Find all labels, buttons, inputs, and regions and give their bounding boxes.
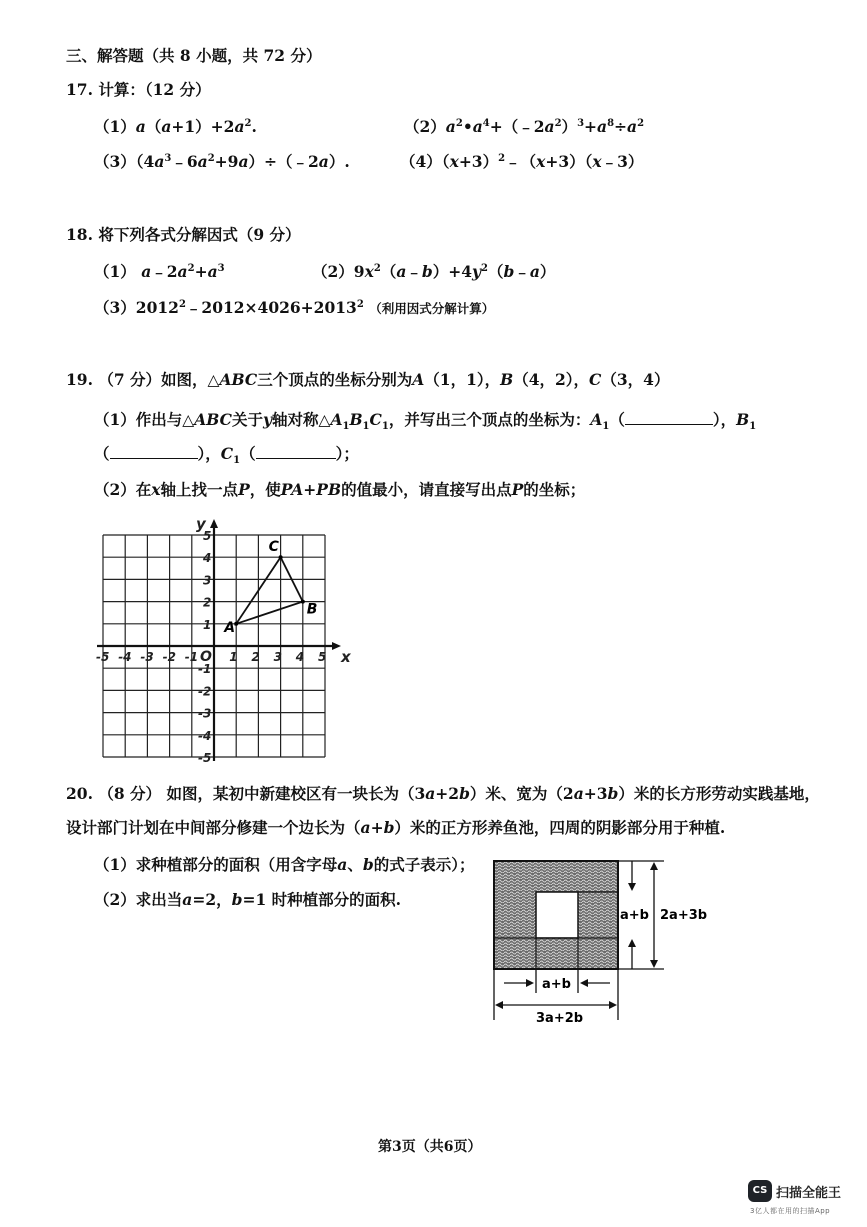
vertex-point <box>279 555 283 559</box>
q18-part1: （1） $a﹣2a^2+a^3$ <box>94 262 225 281</box>
vertex-label-a: A <box>224 619 236 636</box>
arrow-icon <box>628 883 636 891</box>
q17-part3: $(3)(4a^3﹣6a^2+9a)\div(﹣2a)$. <box>94 152 350 171</box>
arrow-icon <box>580 979 588 987</box>
brand-logo-icon: CS <box>748 1180 772 1202</box>
inner-bottom-label: a+b <box>542 977 571 992</box>
answer-blank-a1[interactable] <box>625 410 713 425</box>
q20-line3: （1）求种植部分的面积（用含字母a、b的式子表示）； <box>94 855 475 874</box>
brand-name: 扫描全能王 <box>776 1186 842 1201</box>
origin-label: O <box>200 649 212 665</box>
y-tick-label: 4 <box>203 551 212 566</box>
x-tick-label: 3 <box>273 650 282 664</box>
q17-part2: $(2)a^2•a^4+(﹣2a^2)^3+a^8\div a^2$ <box>404 117 645 136</box>
y-tick-label: -2 <box>198 684 212 699</box>
y-arrow-icon <box>210 519 218 528</box>
page-footer: 第3页（共6页） <box>378 1139 482 1155</box>
width-label: 3a+2b <box>536 1011 584 1026</box>
q18-part3-note: （利用因式分解计算） <box>369 301 495 316</box>
vertex-label-b: B <box>306 601 318 618</box>
answer-blank-b1[interactable] <box>110 444 198 459</box>
q17-part1: $(1)a(a+1)+2a^2$. <box>94 117 257 136</box>
x-tick-label: -3 <box>140 650 154 664</box>
scanner-brand <box>748 1178 860 1222</box>
y-tick-label: -5 <box>198 751 212 765</box>
q18-heading: 18. 将下列各式分解因式（9 分） <box>66 225 301 244</box>
arrow-icon <box>526 979 534 987</box>
q20-line4: （2）求出当a=2，b=1 时种植部分的面积. <box>94 890 402 909</box>
y-tick-label: 3 <box>203 573 212 588</box>
y-tick-label: -4 <box>198 728 212 743</box>
axes <box>97 519 341 761</box>
q18-part3: $(3)2012^2﹣2012\times 4026+2013^2$ （利用因式分解计算） <box>94 298 495 317</box>
y-axis-label: y <box>196 515 206 533</box>
x-tick-label: -1 <box>184 650 199 664</box>
y-tick-label: -3 <box>198 706 212 721</box>
vertex-label-c: C <box>268 539 279 556</box>
y-tick-label: 2 <box>203 595 212 610</box>
answer-blank-c1[interactable] <box>256 444 336 459</box>
triangle-outline <box>236 557 303 624</box>
q19-line4: （2）在x轴上找一点P，使PA+PB的值最小，请直接写出点P的坐标； <box>94 480 586 499</box>
q19-line3: （ ），$C_1$（ ）； <box>94 444 359 467</box>
y-tick-label: 5 <box>203 529 212 543</box>
vertex-point <box>301 600 305 604</box>
fish-pond <box>536 892 578 938</box>
y-tick-label: -1 <box>198 662 212 677</box>
tick-labels <box>96 515 352 765</box>
section-title: 三、解答题（共 8 小题，共 72 分） <box>66 46 322 65</box>
garden-figure <box>486 855 708 1030</box>
x-tick-label: 5 <box>318 650 327 664</box>
x-tick-label: 4 <box>295 650 305 664</box>
x-tick-label: -2 <box>162 650 176 664</box>
x-tick-label: -5 <box>96 650 110 664</box>
x-tick-label: -4 <box>118 650 132 664</box>
y-tick-label: 1 <box>203 617 212 632</box>
q20-line1: 20. （8 分） 如图，某初中新建校区有一块长为（3a+2b）米、宽为（2a+3b）米的长方形劳动实践基地， <box>66 784 820 803</box>
q18-part2: $(2)9x^2(a﹣b)+4y^2(b﹣a)$ <box>312 262 556 281</box>
brand-tagline: 3亿人都在用的扫描App <box>750 1207 831 1215</box>
inner-side-label: a+b <box>620 908 649 923</box>
x-arrow-icon <box>332 642 341 650</box>
x-tick-label: 2 <box>251 650 260 664</box>
height-label: 2a+3b <box>660 908 708 923</box>
x-tick-label: 1 <box>229 650 238 664</box>
q17-part4: $(4)(x+3)^2﹣(x+3)(x﹣3)$ <box>400 152 644 171</box>
q17-heading: 17. 计算：（12 分） <box>66 80 211 99</box>
q20-line2: 设计部门计划在中间部分修建一个边长为（a+b）米的正方形养鱼池，四周的阴影部分用于种植. <box>66 818 726 837</box>
arrow-icon <box>628 939 636 947</box>
x-axis-label: x <box>341 648 351 666</box>
q19-line2: （1）作出与△ABC关于y轴对称$\triangle A_1B_1C_1$，并写出三个顶点的坐标为：$A_1$（ ），$B_1$ <box>94 410 757 433</box>
q19-line1: 19. （7 分）如图，△ABC三个顶点的坐标分别为A（1，1），B（4，2），C（3，4） <box>66 370 670 389</box>
coordinate-grid <box>80 508 350 768</box>
